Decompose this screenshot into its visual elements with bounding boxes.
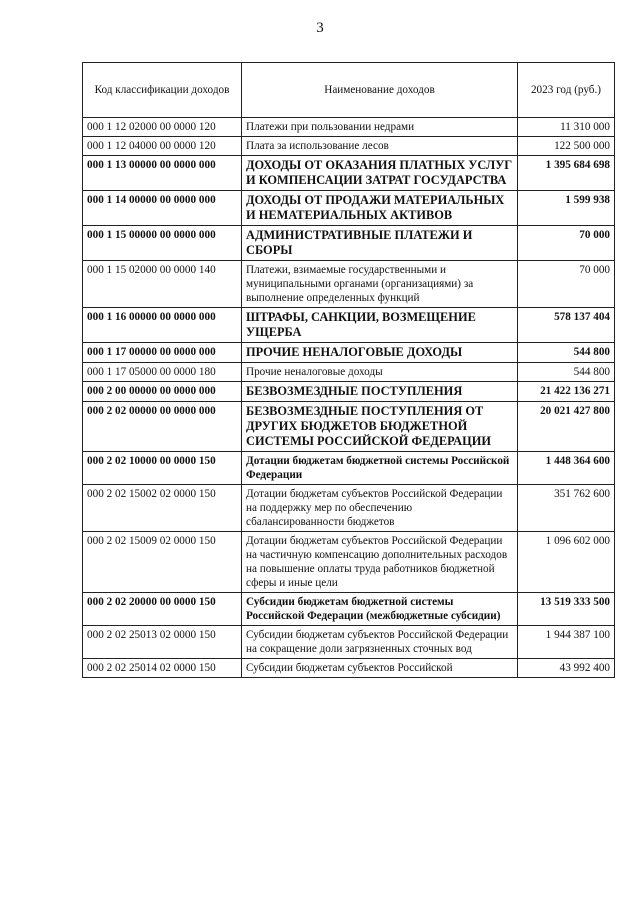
revenue-name-cell: ДОХОДЫ ОТ ОКАЗАНИЯ ПЛАТНЫХ УСЛУГ И КОМПЕНСАЦИИ ЗАТРАТ ГОСУДАРСТВА: [242, 156, 518, 191]
amount-cell: 11 310 000: [518, 118, 615, 137]
table-row: [83, 363, 615, 382]
table-row: [83, 659, 615, 678]
table-row: [83, 593, 615, 626]
table-row: [83, 226, 615, 261]
classification-code-cell: 000 1 12 04000 00 0000 120: [83, 137, 242, 156]
table-row: [83, 532, 615, 593]
table-row: [83, 156, 615, 191]
classification-code-cell: 000 2 02 25013 02 0000 150: [83, 626, 242, 659]
revenue-table: [82, 62, 615, 678]
page-number: 3: [316, 20, 324, 36]
revenue-name-cell: Дотации бюджетам субъектов Российской Федерации на частичную компенсацию дополнительных расходов на повышение оплаты труда работников бюджетной сферы и иные цели: [242, 532, 518, 593]
table-row: [83, 452, 615, 485]
classification-code-cell: 000 2 00 00000 00 0000 000: [83, 382, 242, 402]
revenue-name-cell: ДОХОДЫ ОТ ПРОДАЖИ МАТЕРИАЛЬНЫХ И НЕМАТЕРИАЛЬНЫХ АКТИВОВ: [242, 191, 518, 226]
amount-cell: 578 137 404: [518, 308, 615, 343]
revenue-name-cell: ПРОЧИЕ НЕНАЛОГОВЫЕ ДОХОДЫ: [242, 343, 518, 363]
amount-cell: 1 599 938: [518, 191, 615, 226]
revenue-name-cell: Платежи, взимаемые государственными и муниципальными органами (организациями) за выполнение определенных функций: [242, 261, 518, 308]
revenue-name-cell: ШТРАФЫ, САНКЦИИ, ВОЗМЕЩЕНИЕ УЩЕРБА: [242, 308, 518, 343]
amount-cell: 43 992 400: [518, 659, 615, 678]
header-amount: 2023 год (руб.): [518, 63, 615, 118]
table-row: [83, 343, 615, 363]
amount-cell: 70 000: [518, 226, 615, 261]
classification-code-cell: 000 2 02 20000 00 0000 150: [83, 593, 242, 626]
table-row: [83, 402, 615, 452]
classification-code-cell: 000 1 17 00000 00 0000 000: [83, 343, 242, 363]
amount-cell: 1 944 387 100: [518, 626, 615, 659]
amount-cell: 351 762 600: [518, 485, 615, 532]
revenue-name-cell: Субсидии бюджетам бюджетной системы Российской Федерации (межбюджетные субсидии): [242, 593, 518, 626]
amount-cell: 70 000: [518, 261, 615, 308]
revenue-name-cell: БЕЗВОЗМЕЗДНЫЕ ПОСТУПЛЕНИЯ ОТ ДРУГИХ БЮДЖЕТОВ БЮДЖЕТНОЙ СИСТЕМЫ РОССИЙСКОЙ ФЕДЕРАЦИИ: [242, 402, 518, 452]
revenue-name-cell: Субсидии бюджетам субъектов Российской Федерации на сокращение доли загрязненных сточных вод: [242, 626, 518, 659]
amount-cell: 1 096 602 000: [518, 532, 615, 593]
classification-code-cell: 000 2 02 25014 02 0000 150: [83, 659, 242, 678]
amount-cell: 21 422 136 271: [518, 382, 615, 402]
table-row: [83, 308, 615, 343]
revenue-name-cell: Дотации бюджетам субъектов Российской Федерации на поддержку мер по обеспечению сбалансированности бюджетов: [242, 485, 518, 532]
header-code: Код классификации доходов: [83, 63, 242, 118]
classification-code-cell: 000 1 15 02000 00 0000 140: [83, 261, 242, 308]
classification-code-cell: 000 1 13 00000 00 0000 000: [83, 156, 242, 191]
table-row: [83, 626, 615, 659]
amount-cell: 544 800: [518, 363, 615, 382]
classification-code-cell: 000 2 02 00000 00 0000 000: [83, 402, 242, 452]
classification-code-cell: 000 1 14 00000 00 0000 000: [83, 191, 242, 226]
classification-code-cell: 000 1 16 00000 00 0000 000: [83, 308, 242, 343]
revenue-name-cell: Прочие неналоговые доходы: [242, 363, 518, 382]
header-name: Наименование доходов: [242, 63, 518, 118]
classification-code-cell: 000 2 02 15002 02 0000 150: [83, 485, 242, 532]
table-row: [83, 118, 615, 137]
amount-cell: 1 395 684 698: [518, 156, 615, 191]
revenue-name-cell: АДМИНИСТРАТИВНЫЕ ПЛАТЕЖИ И СБОРЫ: [242, 226, 518, 261]
revenue-name-cell: Платежи при пользовании недрами: [242, 118, 518, 137]
classification-code-cell: 000 2 02 10000 00 0000 150: [83, 452, 242, 485]
table-header-row: [83, 63, 615, 118]
classification-code-cell: 000 1 15 00000 00 0000 000: [83, 226, 242, 261]
table-body: [83, 118, 615, 678]
table-row: [83, 382, 615, 402]
amount-cell: 20 021 427 800: [518, 402, 615, 452]
revenue-name-cell: БЕЗВОЗМЕЗДНЫЕ ПОСТУПЛЕНИЯ: [242, 382, 518, 402]
table-row: [83, 261, 615, 308]
revenue-name-cell: Плата за использование лесов: [242, 137, 518, 156]
amount-cell: 13 519 333 500: [518, 593, 615, 626]
amount-cell: 122 500 000: [518, 137, 615, 156]
classification-code-cell: 000 2 02 15009 02 0000 150: [83, 532, 242, 593]
revenue-name-cell: Дотации бюджетам бюджетной системы Российской Федерации: [242, 452, 518, 485]
table-row: [83, 191, 615, 226]
amount-cell: 1 448 364 600: [518, 452, 615, 485]
table-row: [83, 137, 615, 156]
classification-code-cell: 000 1 17 05000 00 0000 180: [83, 363, 242, 382]
amount-cell: 544 800: [518, 343, 615, 363]
classification-code-cell: 000 1 12 02000 00 0000 120: [83, 118, 242, 137]
table-row: [83, 485, 615, 532]
revenue-name-cell: Субсидии бюджетам субъектов Российской: [242, 659, 518, 678]
